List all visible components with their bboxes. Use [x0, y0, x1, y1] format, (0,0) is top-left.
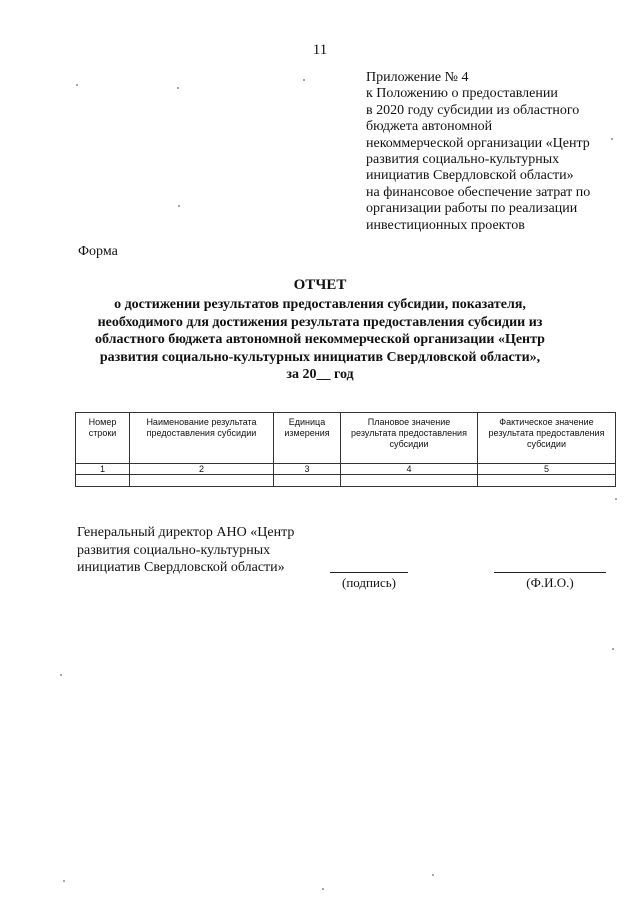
appendix-line: Приложение № 4	[366, 70, 469, 85]
subtitle-line: развития социально-культурных инициатив Свердловской области»,	[99, 349, 541, 365]
subtitle-line: необходимого для достижения результата предоставления субсидии из	[97, 314, 543, 330]
signer-line: инициатив Свердловской области»	[77, 560, 285, 575]
appendix-line: на финансовое обеспечение затрат по	[366, 184, 591, 200]
appendix-block	[366, 70, 616, 234]
scan-speck	[615, 498, 617, 500]
column-number: 5	[478, 464, 616, 475]
table-cell	[274, 475, 341, 487]
table-cell	[341, 475, 478, 487]
table-cell	[76, 475, 130, 487]
appendix-line: к Положению о предоставлении	[366, 86, 558, 102]
header-row-number: Номер строки	[76, 413, 130, 464]
name-caption: (Ф.И.О.)	[526, 575, 574, 590]
scan-speck	[612, 648, 614, 650]
table-cell	[478, 475, 616, 487]
column-number: 1	[76, 464, 130, 475]
header-actual-value: Фактическое значение результата предоставления субсидии	[478, 413, 616, 464]
signer-line: Генеральный директор АНО «Центр	[77, 525, 295, 540]
appendix-line: инициатив Свердловской области»	[366, 168, 574, 184]
appendix-line: некоммерческой организации «Центр	[366, 135, 590, 151]
report-title: ОТЧЕТ	[293, 277, 347, 293]
scan-speck	[611, 138, 613, 140]
scan-speck	[63, 880, 65, 882]
subtitle-line: за 20__ год	[286, 367, 354, 382]
appendix-line: организации работы по реализации	[366, 201, 578, 217]
scan-speck	[60, 674, 62, 676]
appendix-line: в 2020 году субсидии из областного	[366, 102, 580, 118]
signer-line: развития социально-культурных	[77, 542, 271, 558]
signer-block	[77, 524, 294, 577]
header-unit: Единица измерения	[274, 413, 341, 464]
table-row	[76, 475, 616, 487]
header-planned-value: Плановое значение результата предоставления субсидии	[341, 413, 478, 464]
subtitle-line: областного бюджета автономной некоммерческой организации «Центр	[95, 332, 545, 347]
appendix-line: развития социально-культурных	[366, 152, 560, 168]
form-label: Форма	[78, 244, 118, 259]
scan-speck	[432, 874, 434, 876]
column-number: 4	[341, 464, 478, 475]
scan-speck	[322, 888, 324, 890]
scan-speck	[177, 87, 179, 89]
column-number: 3	[274, 464, 341, 475]
header-result-name: Наименование результата предоставления субсидии	[130, 413, 274, 464]
appendix-line: бюджета автономной	[366, 119, 493, 135]
page-number: 11	[312, 42, 328, 58]
scan-speck	[76, 84, 78, 86]
table-cell	[130, 475, 274, 487]
signature-line	[330, 572, 408, 573]
appendix-line: инвестиционных проектов	[366, 217, 525, 233]
column-number-row	[76, 464, 616, 475]
report-table	[75, 412, 616, 487]
name-line	[494, 572, 606, 573]
scan-speck	[178, 205, 180, 207]
subtitle-line: о достижении результатов предоставления субсидии, показателя,	[114, 297, 526, 312]
signature-caption: (подпись)	[342, 575, 396, 590]
column-number: 2	[130, 464, 274, 475]
scan-speck	[303, 79, 305, 81]
table-header-row	[76, 413, 616, 464]
report-subtitle	[0, 296, 640, 384]
